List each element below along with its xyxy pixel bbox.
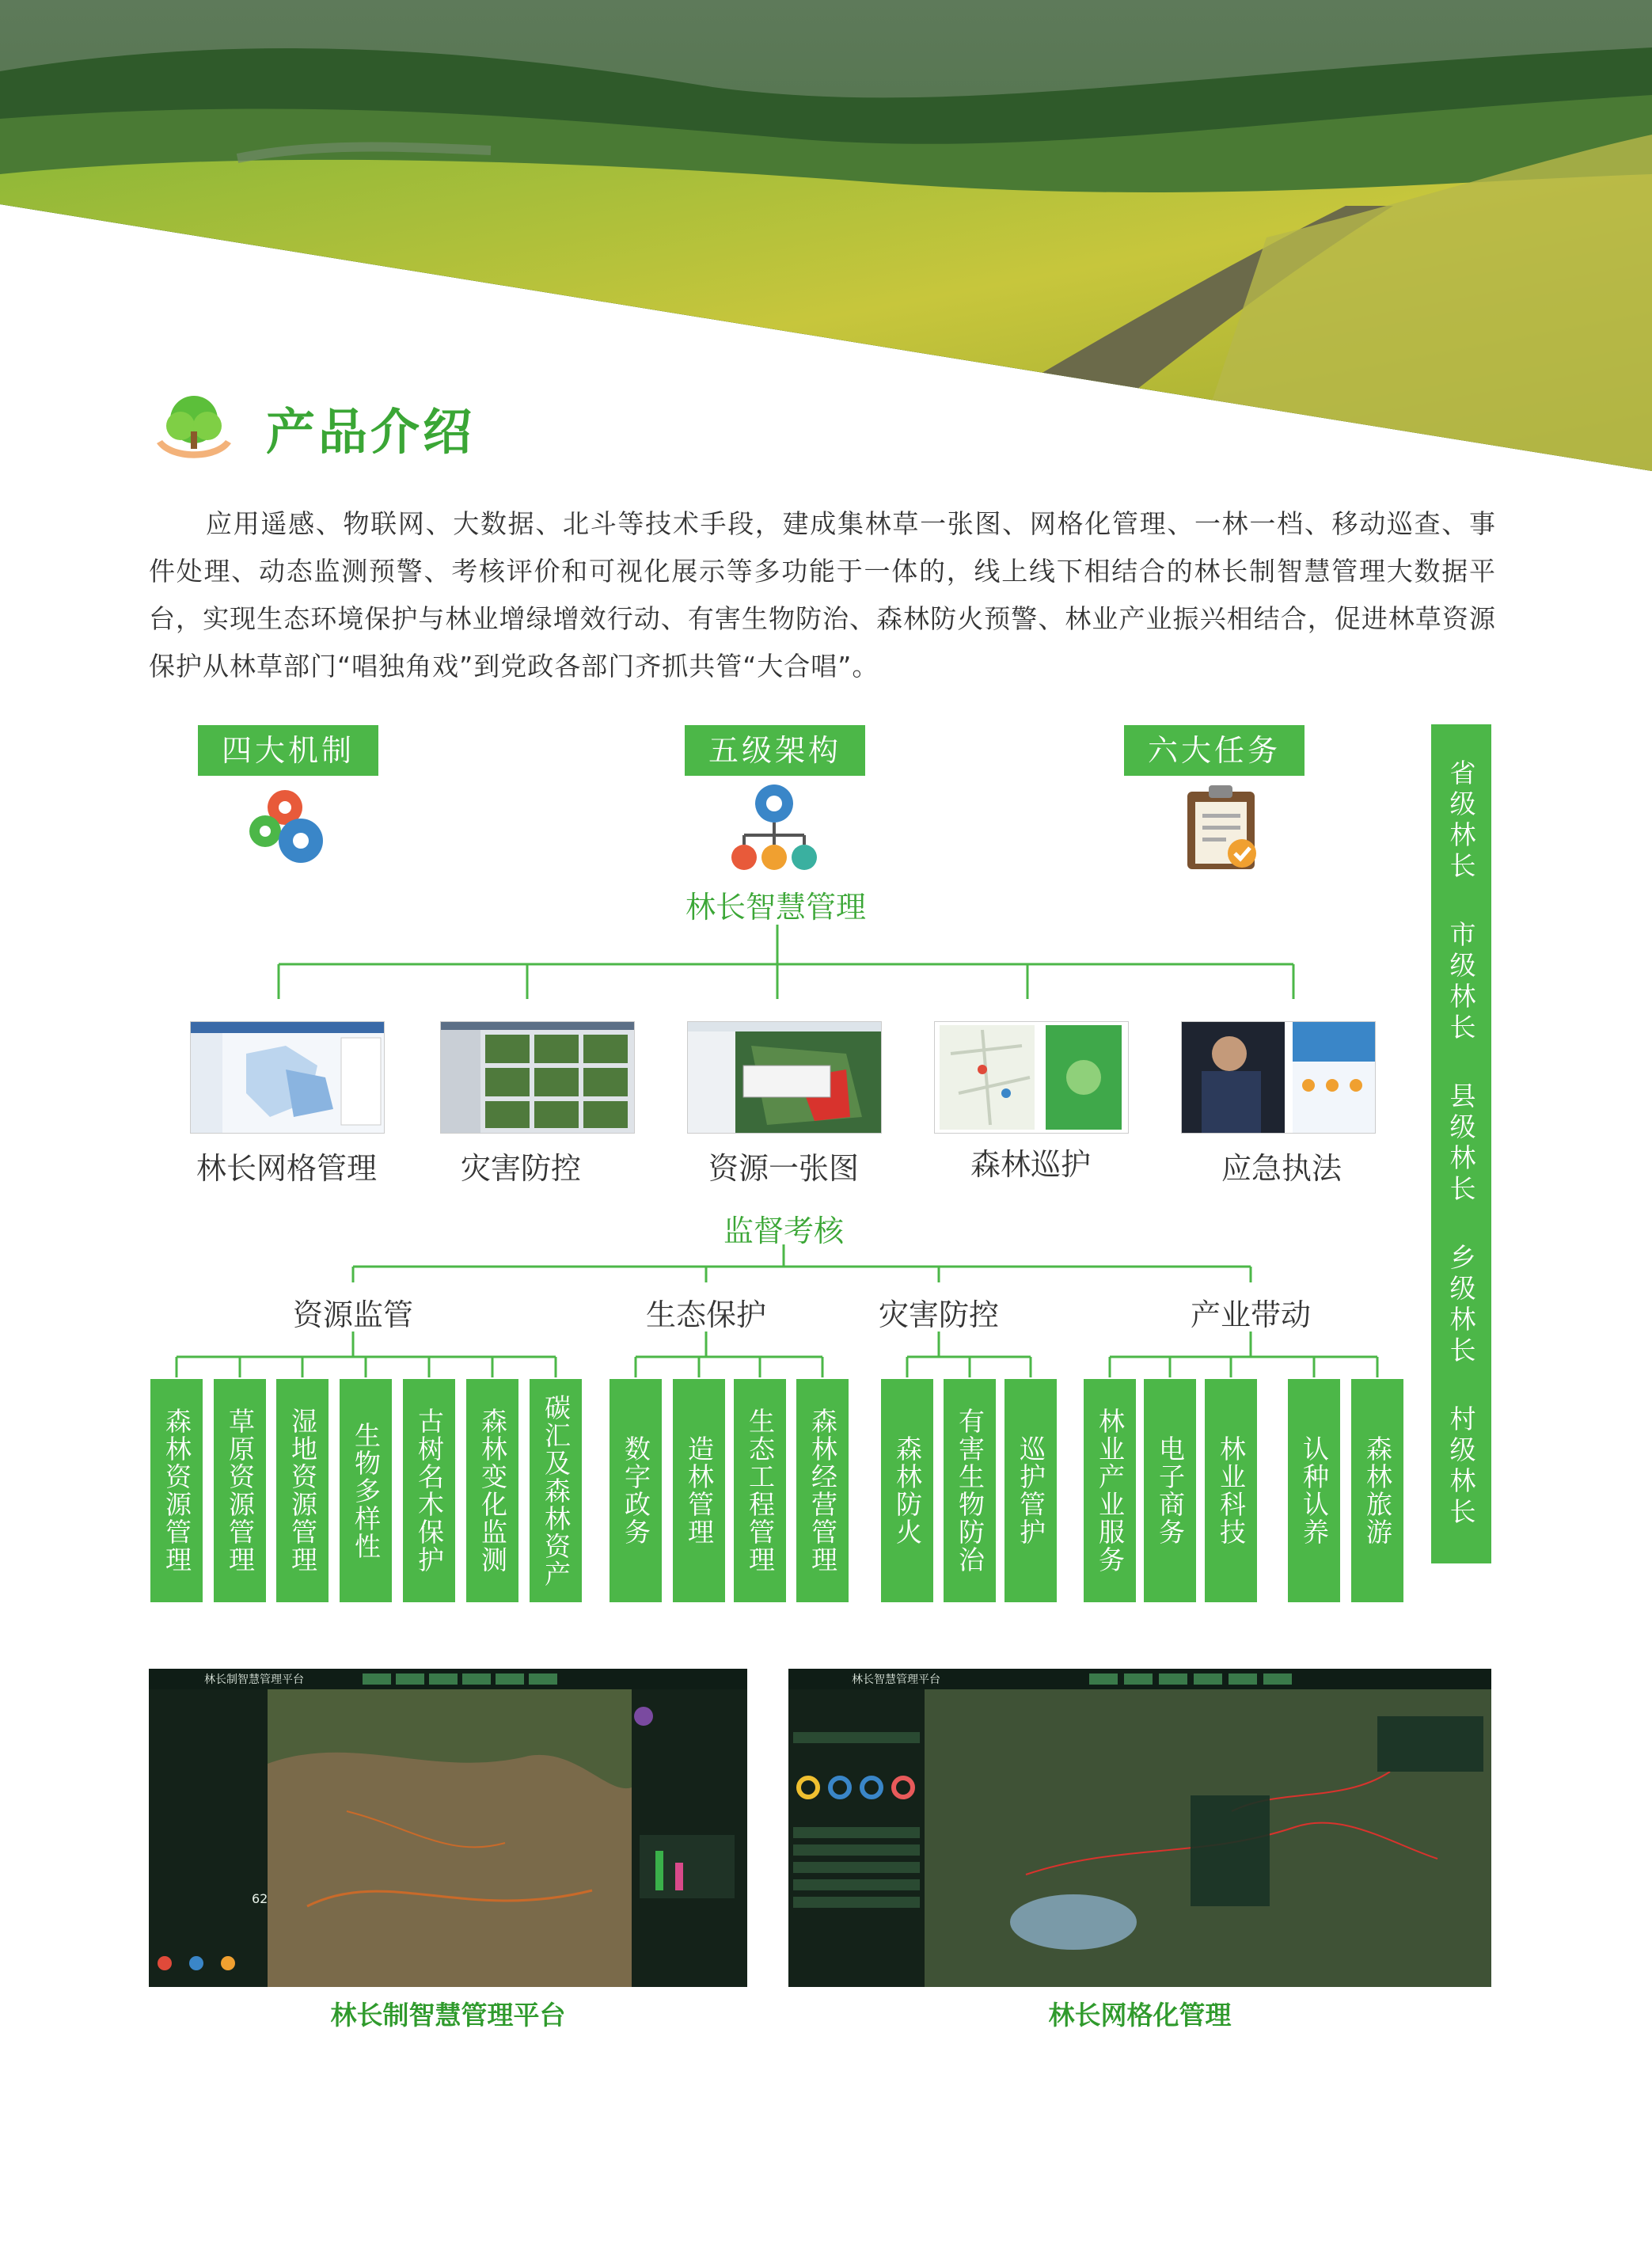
tag-five-levels: 五级架构 bbox=[685, 725, 865, 776]
item-box: 森林资源管理 bbox=[150, 1379, 203, 1602]
supervision-label: 监督考核 bbox=[723, 1214, 844, 1248]
screenshot-1-stat: 62 bbox=[252, 1891, 268, 1906]
level-village: 村级林长 bbox=[1445, 1405, 1477, 1529]
item-box: 造林管理 bbox=[673, 1379, 725, 1602]
item-box: 碳汇及森林资产 bbox=[530, 1379, 582, 1602]
item-box: 湿地资源管理 bbox=[276, 1379, 329, 1602]
item-box: 森林变化监测 bbox=[466, 1379, 518, 1602]
category-industry: 产业带动 bbox=[1190, 1297, 1311, 1332]
item-box: 古树名木保护 bbox=[403, 1379, 455, 1602]
screenshot-2-header: 林长智慧管理平台 bbox=[852, 1673, 940, 1686]
tag-six-tasks: 六大任务 bbox=[1124, 725, 1305, 776]
item-box: 草原资源管理 bbox=[214, 1379, 266, 1602]
item-box: 巡护管护 bbox=[1004, 1379, 1057, 1602]
item-box: 森林防火 bbox=[881, 1379, 933, 1602]
item-box: 有害生物防治 bbox=[944, 1379, 996, 1602]
tag-four-mechanisms: 四大机制 bbox=[198, 725, 378, 776]
module-label-patrol: 森林巡护 bbox=[970, 1147, 1091, 1182]
item-box: 生态工程管理 bbox=[734, 1379, 786, 1602]
chief-levels-bar bbox=[1431, 724, 1491, 1563]
grid-management-screenshot bbox=[788, 1669, 1491, 1987]
level-province: 省级林长 bbox=[1445, 759, 1477, 883]
thumb-emergency-enforcement bbox=[1181, 1021, 1376, 1134]
level-city: 市级林长 bbox=[1445, 921, 1477, 1044]
item-box: 电子商务 bbox=[1144, 1379, 1196, 1602]
item-box: 森林经营管理 bbox=[796, 1379, 849, 1602]
thumb-resource-map bbox=[687, 1021, 882, 1134]
module-label-grid: 林长网格管理 bbox=[196, 1151, 377, 1186]
module-label-disaster: 灾害防控 bbox=[460, 1151, 581, 1186]
item-box: 数字政务 bbox=[610, 1379, 662, 1602]
item-box: 林业产业服务 bbox=[1084, 1379, 1136, 1602]
item-box: 森林旅游 bbox=[1351, 1379, 1403, 1602]
screenshot-1-header: 林长制智慧管理平台 bbox=[204, 1673, 304, 1686]
thumb-forest-patrol bbox=[934, 1021, 1129, 1134]
level-township: 乡级林长 bbox=[1445, 1244, 1477, 1367]
platform-screenshot bbox=[149, 1669, 747, 1987]
thumb-disaster-control bbox=[440, 1021, 635, 1134]
module-label-emergency: 应急执法 bbox=[1221, 1151, 1342, 1186]
category-resource: 资源监管 bbox=[292, 1297, 413, 1332]
thumb-grid-management bbox=[190, 1021, 385, 1134]
module-label-resource-map: 资源一张图 bbox=[708, 1151, 859, 1186]
intro-paragraph: 应用遥感、物联网、大数据、北斗等技术手段，建成集林草一张图、网格化管理、一林一档、移动巡查、事件处理、动态监测预警、考核评价和可视化展示等多功能于一体的，线上线下相结合的林长制智慧管理大数据平台，实现生态环境保护与林业增绿增效行动、有害生物防治、森林防火预警、林业产业振兴相结合，促进林草资源保护从林草部门“唱独角戏”到党政各部门齐抓共管“大合唱”。 bbox=[149, 508, 1496, 682]
center-label: 林长智慧管理 bbox=[685, 890, 866, 925]
screenshot-1-caption: 林长制智慧管理平台 bbox=[330, 2000, 566, 2031]
category-ecology: 生态保护 bbox=[645, 1297, 766, 1332]
screenshot-2-caption: 林长网格化管理 bbox=[1048, 2000, 1232, 2031]
item-box: 认种认养 bbox=[1288, 1379, 1340, 1602]
item-box: 林业科技 bbox=[1205, 1379, 1257, 1602]
item-box: 生物多样性 bbox=[340, 1379, 392, 1602]
page-title: 产品介绍 bbox=[266, 402, 476, 461]
level-county: 县级林长 bbox=[1445, 1082, 1477, 1206]
category-disaster: 灾害防控 bbox=[878, 1297, 999, 1332]
